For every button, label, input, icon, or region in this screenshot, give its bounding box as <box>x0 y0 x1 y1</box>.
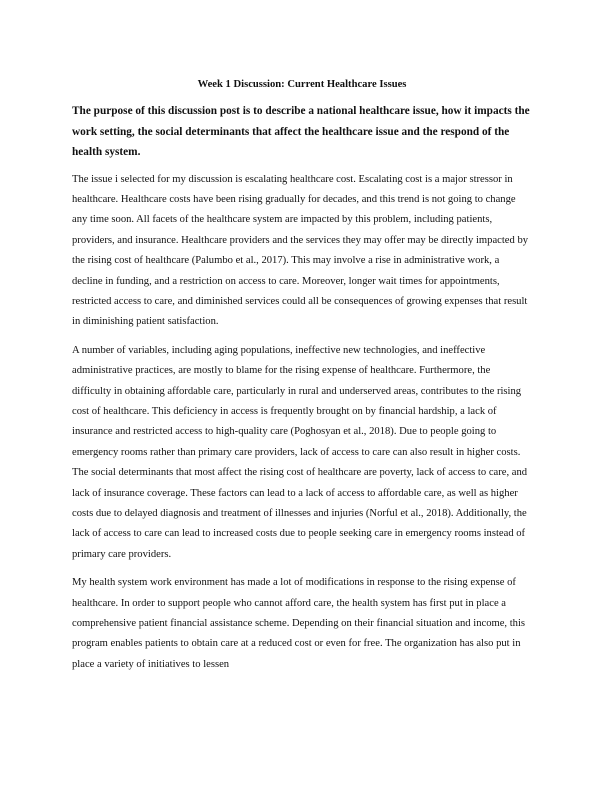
paragraph-escalating-cost: The issue i selected for my discussion is escalating healthcare cost. Escalating cost is a major stressor in healthcare. Healthcare costs have been rising gradually for decades, and this trend is not going to change any time soon. All facets of the healthcare system are impacted by this problem, including patients, providers, and insurance. Healthcare providers and the services they may offer may be directly impacted by the rising cost of healthcare (Palumbo et al., 2017). This may involve a rise in administrative work, a decline in funding, and a restriction on access to care. Moreover, longer wait times for appointments, restricted access to care, and diminished services could all be consequences of growing expenses that result in diminishing patient satisfaction. <box>72 173 529 328</box>
paragraph-health-system-response: My health system work environment has made a lot of modifications in response to the rising expense of healthcare. In order to support people who cannot afford care, the health system has first put in place a comprehensive patient financial assistance scheme. Depending on their financial situation and income, this program enables patients to obtain care at a reduced cost or even for free. The organization has also put in place a variety of initiatives to lessen <box>72 577 526 670</box>
document-body <box>72 78 532 683</box>
paragraph-contributing-factors: A number of variables, including aging populations, ineffective new technologies, and ineffective administrative practices, are mostly to blame for the rising expense of healthcare. Furthermore, the difficulty in obtaining affordable care, particularly in rural and underserved areas, contributes to the rising cost of healthcare. This deficiency in access is frequently brought on by financial hardship, a lack of insurance and restricted access to high-quality care (Poghosyan et al., 2018). Due to people going to emergency rooms rather than primary care providers, lack of access to care can also result in higher costs. The social determinants that most affect the rising cost of healthcare are poverty, lack of access to care, and lack of insurance coverage. These factors can lead to a lack of access to affordable care, as well as higher costs due to delayed diagnosis and treatment of illnesses and injuries (Norful et al., 2018). Additionally, the lack of access to care can lead to increased costs due to people seeking care in emergency rooms instead of primary care providers. <box>72 344 528 560</box>
purpose-statement: The purpose of this discussion post is to describe a national healthcare issue, how it impacts the work setting, the social determinants that affect the healthcare issue and the respond of the health system. <box>72 105 530 158</box>
document-title: Week 1 Discussion: Current Healthcare Issues <box>197 79 407 90</box>
